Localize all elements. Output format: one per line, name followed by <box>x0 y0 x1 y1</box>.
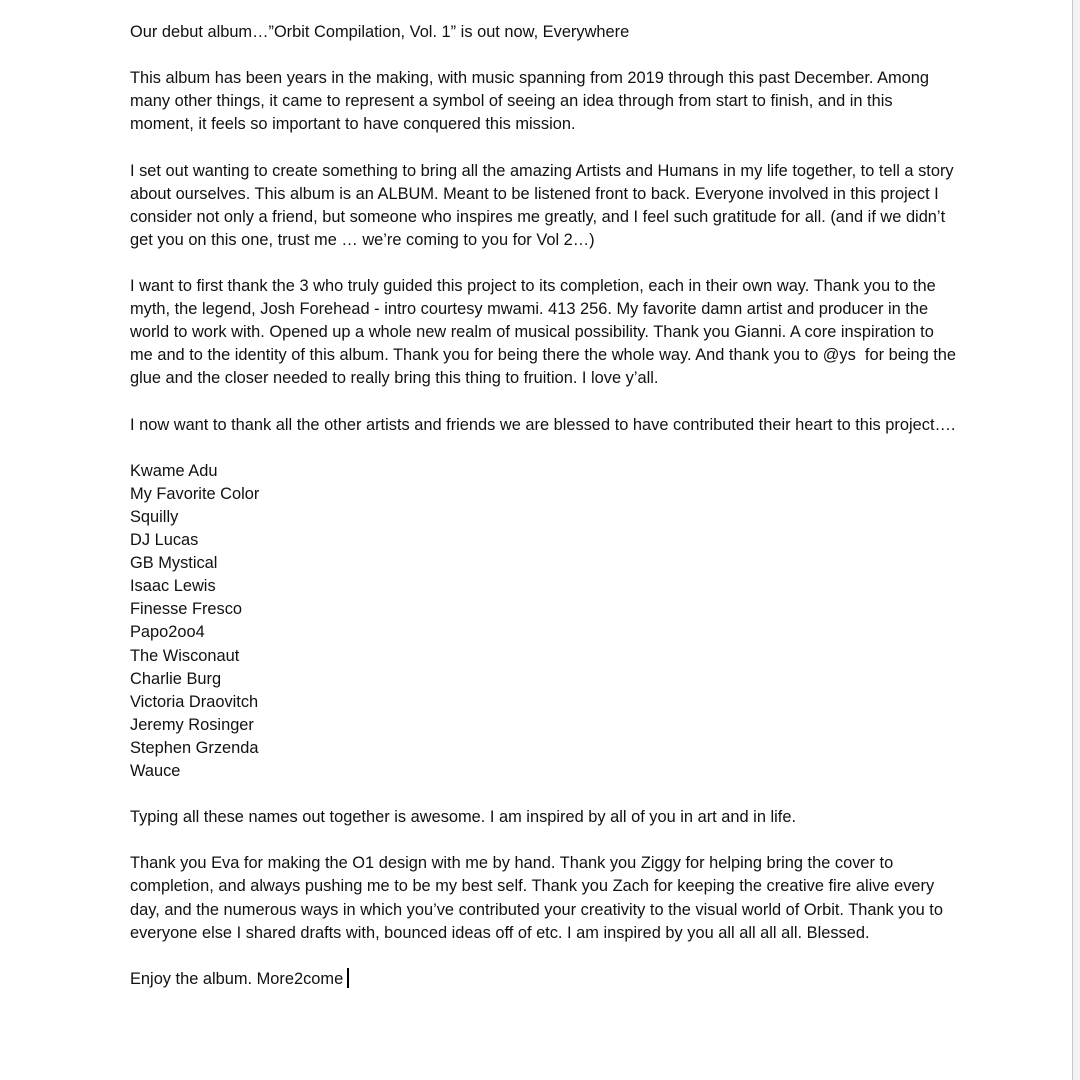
list-item: Kwame Adu <box>130 461 218 480</box>
list-item: GB Mystical <box>130 554 218 573</box>
list-item: Papo2oo4 <box>130 623 205 642</box>
paragraph-thanks-core: I want to first thank the 3 who truly guided this project to its completion, each in their own way. Thank you to the myth, the legend, Josh Forehead - intro courtesy mwami. 413 256. My favorite damn artist and producer in the world to work with. Opened up a whole new realm of musical possibility. Thank you Gianni. A core inspiration to me and to the identity of this album. Thank you for being there the whole way. And thank you to @ys for being the glue and the closer needed to really bring this thing to fruition. I love y’all. <box>130 277 961 388</box>
title-line: Our debut album…”Orbit Compilation, Vol. 1” is out now, Everywhere <box>130 23 630 41</box>
list-item: Wauce <box>130 762 181 780</box>
list-item: Isaac Lewis <box>130 577 216 596</box>
list-item: Victoria Draovitch <box>130 692 259 711</box>
list-item: Finesse Fresco <box>130 600 243 619</box>
list-item: Stephen Grzenda <box>130 738 259 757</box>
document-body[interactable] <box>130 21 960 1014</box>
paragraph-intro: This album has been years in the making, with music spanning from 2019 through this past December. Among many other things, it came to represent a symbol of seeing an idea through from start to finish, and in this moment, it feels so important to have conquered this mission. <box>130 69 934 134</box>
list-item: Squilly <box>130 507 179 526</box>
paragraph-purpose: I set out wanting to create something to bring all the amazing Artists and Humans in my life together, to tell a story about ourselves. This album is an ALBUM. Meant to be listened front to back. Everyone involved in this project I consider not only a friend, but someone who inspires me greatly, and I feel such gratitude for all. (and if we didn’t get you on this one, trust me … we’re coming to you for Vol 2…) <box>130 161 959 249</box>
closing-line: Enjoy the album. More2come <box>130 969 344 988</box>
list-item: DJ Lucas <box>130 531 199 550</box>
list-item: Jeremy Rosinger <box>130 715 254 734</box>
closing-paragraph <box>130 968 960 991</box>
list-item: Charlie Burg <box>130 669 222 688</box>
list-item: The Wisconaut <box>130 646 240 665</box>
page-gutter <box>1073 0 1080 1080</box>
text-cursor[interactable] <box>347 968 349 988</box>
list-item: My Favorite Color <box>130 484 260 503</box>
paragraph-thanks-design: Thank you Eva for making the O1 design with me by hand. Thank you Ziggy for helping bring the cover to completion, and always pushing me to be my best self. Thank you Zach for keeping the creative fire alive every day, and the numerous ways in which you’ve contributed your creativity to the visual world of Orbit. Thank you to everyone else I shared drafts with, bounced ideas off of etc. I am inspired by you all all all all. Blessed. <box>130 854 948 942</box>
paragraph-inspired: Typing all these names out together is awesome. I am inspired by all of you in art and in life. <box>130 808 796 827</box>
paragraph-thanks-artists: I now want to thank all the other artists and friends we are blessed to have contributed their heart to this project…. <box>130 415 956 434</box>
artist-name-list <box>130 460 960 783</box>
